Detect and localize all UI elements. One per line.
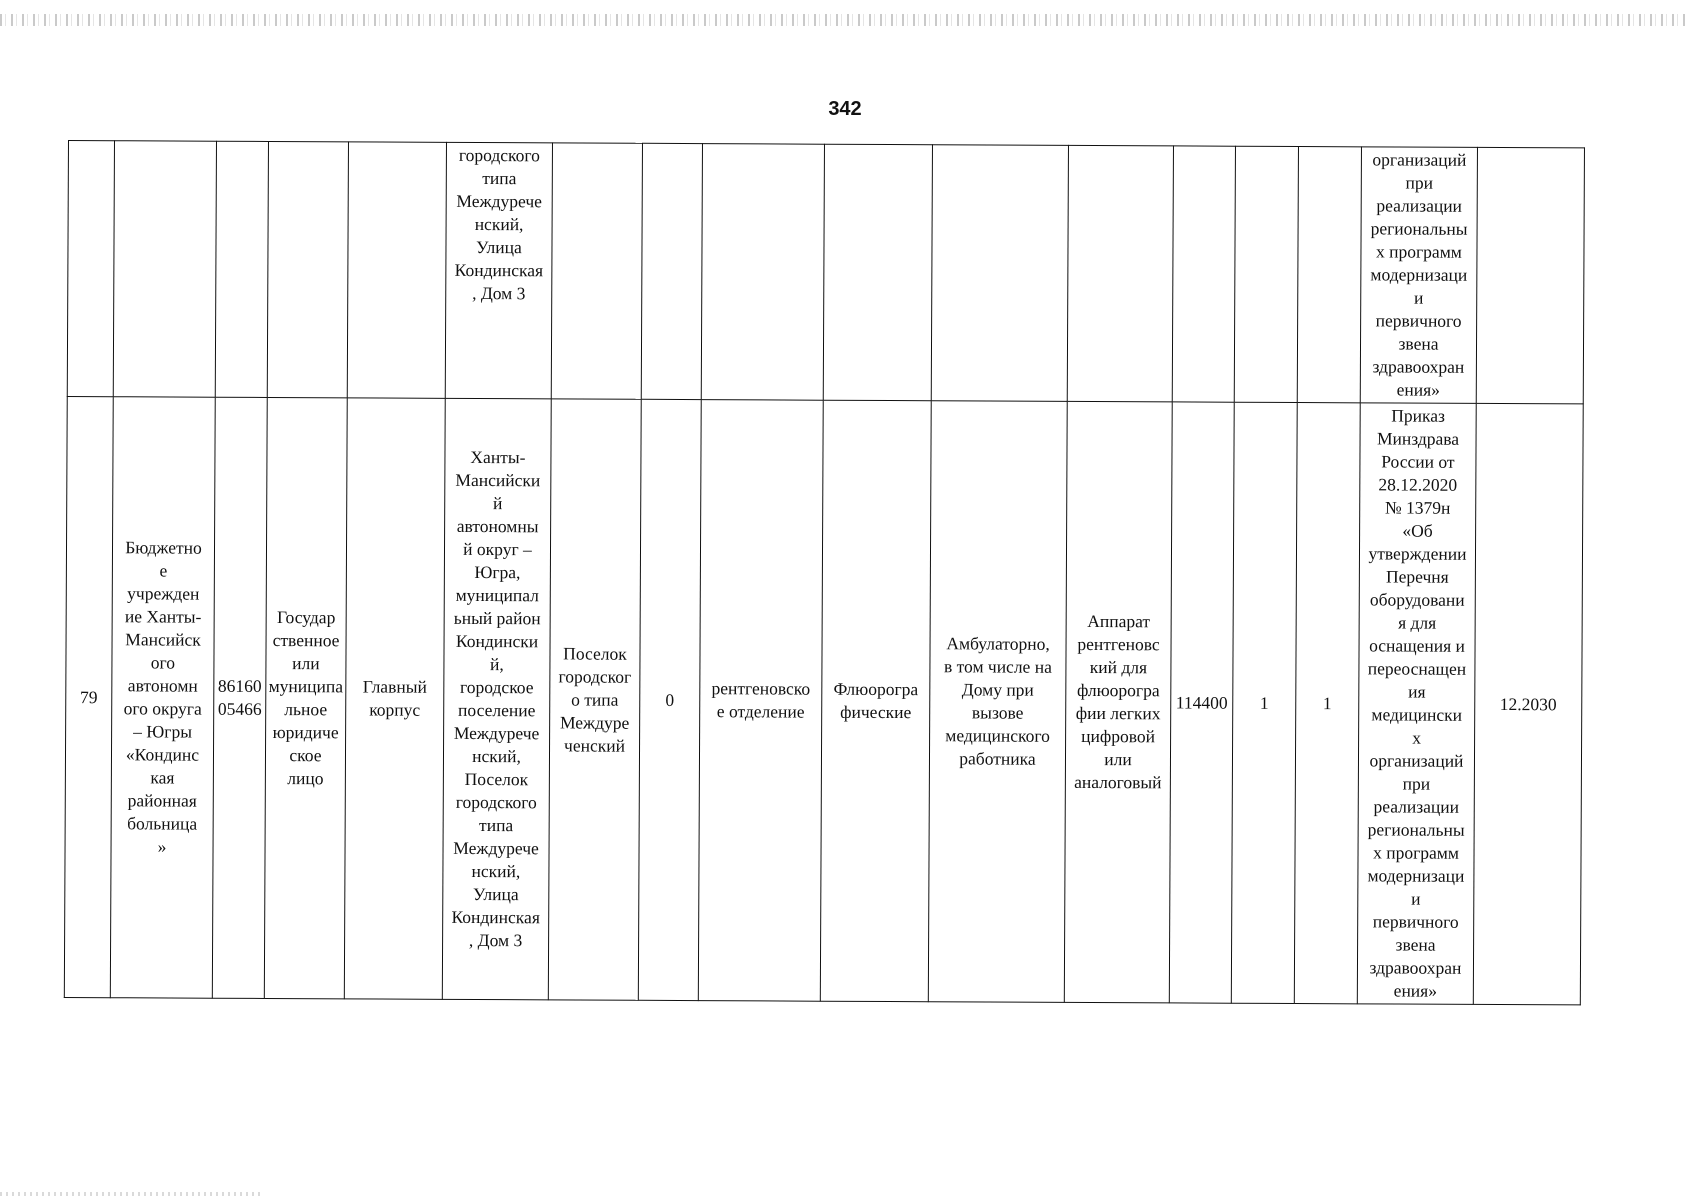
table-row-continuation: [67, 141, 1584, 404]
cell-number-empty: [67, 141, 114, 397]
cell-cabinet: Флюорогра фические: [820, 400, 931, 1002]
cell-cabinet-empty: [823, 144, 932, 401]
cell-zero-value: 0: [638, 399, 701, 1000]
cell-equipment-code-empty: [1172, 146, 1235, 402]
cell-equipment-code: 114400: [1169, 402, 1234, 1003]
cell-quantity-required-empty: [1234, 146, 1298, 402]
cell-address-continuation: [445, 142, 552, 399]
cell-care-conditions-empty: [931, 145, 1068, 402]
cell-legal-basis: Приказ Минздрава России от 28.12.2020 № 1379н «Об утверждении Перечня оборудовани я для оснащения и переоснащен ия медицински х организаций при реализации региональны х программ модернизаци и первичного звена здравоохран ения»: [1357, 403, 1476, 1005]
scan-top-edge: [0, 14, 1686, 26]
cell-date: 12.2030: [1473, 403, 1583, 1005]
scan-bottom-edge: [0, 1192, 260, 1196]
legal-basis-continuation-text: организаций при реализации региональны х программ модернизаци и первичного звена здравоохран ения»: [1370, 149, 1468, 400]
cell-address: Ханты- Мансийски й автономны й округ – Югра, муниципал ьный район Кондински й, городское поселение Междурече нский, Поселок городского типа Междурече нский, Улица Кондинская , Дом 3: [442, 398, 551, 1000]
cell-ownership: Государ ственное или муниципа льное юридиче ское лицо: [264, 397, 347, 998]
cell-quantity-actual-empty: [1297, 147, 1361, 403]
cell-code: 86160 05466: [212, 397, 267, 998]
cell-locality: Поселок городског о типа Междуре ченский: [548, 399, 641, 1000]
cell-quantity-actual: 1: [1294, 403, 1360, 1004]
cell-equipment: Аппарат рентгеновс кий для флюорогра фии легких цифровой или аналоговый: [1064, 401, 1172, 1003]
cell-building-empty: [347, 142, 446, 398]
cell-department-empty: [701, 144, 824, 401]
cell-equipment-empty: [1067, 145, 1173, 402]
cell-building: Главный корпус: [344, 398, 445, 999]
cell-locality-empty: [551, 143, 642, 399]
cell-organization-empty: [113, 141, 216, 397]
address-continuation-text: городского типа Междурече нский, Улица Кондинская , Дом 3: [454, 144, 544, 304]
equipment-table: [64, 140, 1585, 1005]
cell-ownership-empty: [267, 141, 348, 397]
cell-zero-empty: [641, 143, 702, 399]
cell-organization: Бюджетно е учрежден ие Ханты- Мансийск ого автономн ого округа – Югры «Кондинс кая районная больница »: [110, 397, 215, 998]
cell-row-number: 79: [64, 396, 113, 997]
cell-code-empty: [215, 141, 268, 397]
cell-care-conditions: Амбулаторно, в том числе на Дому при вызове медицинского работника: [928, 401, 1067, 1003]
page-number: 342: [828, 98, 862, 120]
cell-department: рентгеновско е отделение: [698, 400, 823, 1002]
cell-quantity-required: 1: [1231, 402, 1297, 1003]
cell-legal-basis-continuation: [1360, 147, 1477, 404]
cell-date-empty: [1476, 147, 1584, 404]
table-row-79: [64, 396, 1583, 1004]
